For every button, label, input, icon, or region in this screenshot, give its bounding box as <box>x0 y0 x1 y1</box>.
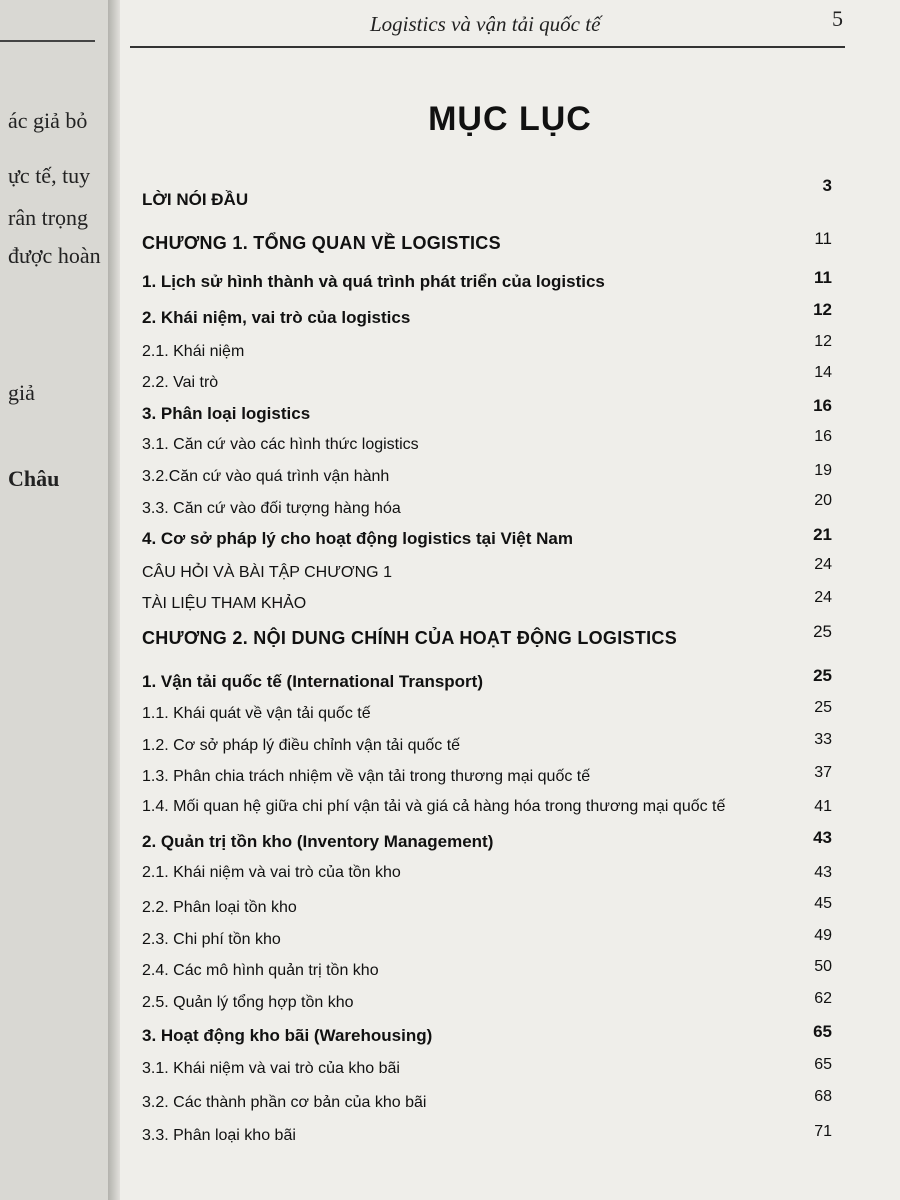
toc-entry-page: 25 <box>813 622 832 641</box>
toc-entry-page: 11 <box>814 268 832 287</box>
header-rule <box>130 46 845 48</box>
toc-entry-text: 3. Phân loại logistics <box>142 404 311 423</box>
toc-entry-text: LỜI NÓI ĐẦU <box>142 190 249 209</box>
toc-entry-text: 2. Quản trị tồn kho (Inventory Management) <box>142 832 494 851</box>
toc-entry-page: 12 <box>814 333 832 350</box>
toc-entry-page: 12 <box>813 300 832 319</box>
toc-entry-text: 3.2.Căn cứ vào quá trình vận hành <box>142 468 390 485</box>
left-page-fragment: rân trọng <box>8 205 89 230</box>
toc-entry-text: 2.4. Các mô hình quản trị tồn kho <box>142 962 379 979</box>
left-page-fragment: được hoàn <box>8 243 101 268</box>
toc-entry-text: CÂU HỎI VÀ BÀI TẬP CHƯƠNG 1 <box>142 564 392 581</box>
toc-entry-page: 50 <box>814 958 832 975</box>
running-head: Logistics và vận tải quốc tế <box>370 12 601 36</box>
toc-entry-text: 2.5. Quản lý tổng hợp tồn kho <box>142 994 354 1011</box>
toc-entry-page: 3 <box>822 176 832 195</box>
toc-entry-text: 1.1. Khái quát về vận tải quốc tế <box>142 705 371 722</box>
toc-entry-page: 25 <box>814 699 832 716</box>
toc-entry-text: CHƯƠNG 2. NỘI DUNG CHÍNH CỦA HOẠT ĐỘNG LOGISTICS <box>142 628 678 648</box>
toc-entry-page: 49 <box>814 927 832 944</box>
toc-entry-page: 68 <box>814 1088 832 1105</box>
toc-entry-page: 33 <box>814 731 832 748</box>
left-page-fragment: Châu <box>8 466 60 491</box>
toc-entry-text: CHƯƠNG 1. TỔNG QUAN VỀ LOGISTICS <box>142 233 501 253</box>
toc-entry-text: TÀI LIỆU THAM KHẢO <box>142 595 307 612</box>
toc-entry-page: 43 <box>814 864 832 881</box>
toc-entry-page: 24 <box>814 556 832 573</box>
toc-entry-page: 71 <box>814 1123 832 1140</box>
toc-entry-text: 1.3. Phân chia trách nhiệm về vận tải trong thương mại quốc tế <box>142 768 591 785</box>
toc-entry-text: 2.1. Khái niệm <box>142 343 245 360</box>
toc-entry-page: 20 <box>814 492 832 509</box>
page-number: 5 <box>832 6 843 31</box>
toc-entry-text: 2.1. Khái niệm và vai trò của tồn kho <box>142 864 401 881</box>
toc-entry-page: 11 <box>814 229 832 248</box>
toc-entry-page: 62 <box>814 990 832 1007</box>
toc-entry-page: 37 <box>814 764 832 781</box>
toc-entry-page: 16 <box>813 396 832 415</box>
toc-entry-text: 3.2. Các thành phần cơ bản của kho bãi <box>142 1094 427 1111</box>
toc-entry-text: 1. Vận tải quốc tế (International Transport) <box>142 672 483 691</box>
toc-entry-page: 43 <box>813 828 832 847</box>
toc-entry-page: 65 <box>814 1056 832 1073</box>
toc-title: MỤC LỤC <box>428 100 592 138</box>
toc-entry-page: 24 <box>814 589 832 606</box>
toc-entry-page: 19 <box>814 462 832 479</box>
toc-entry-text: 1.2. Cơ sở pháp lý điều chỉnh vận tải quốc tế <box>142 737 461 754</box>
left-page-fragment: giả <box>8 380 35 405</box>
toc-entry-page: 41 <box>814 798 832 815</box>
left-facing-page <box>0 0 112 1200</box>
toc-page <box>120 0 900 1200</box>
toc-entry-text: 3.3. Phân loại kho bãi <box>142 1127 296 1144</box>
toc-entry-page: 25 <box>813 666 832 685</box>
toc-entry-page: 14 <box>814 364 832 381</box>
left-page-fragment: ực tế, tuy <box>8 163 91 188</box>
toc-entry-page: 65 <box>813 1022 832 1041</box>
left-page-rule <box>0 40 95 42</box>
toc-entry-text: 3.1. Căn cứ vào các hình thức logistics <box>142 436 419 453</box>
toc-entry-text: 1. Lịch sử hình thành và quá trình phát triển của logistics <box>142 272 605 291</box>
toc-entry-text: 2. Khái niệm, vai trò của logistics <box>142 308 411 327</box>
toc-entry-text: 3. Hoạt động kho bãi (Warehousing) <box>142 1026 433 1045</box>
toc-entry-text: 3.1. Khái niệm và vai trò của kho bãi <box>142 1060 400 1077</box>
toc-entry-text: 4. Cơ sở pháp lý cho hoạt động logistics tại Việt Nam <box>142 529 573 548</box>
toc-entry-text: 2.3. Chi phí tồn kho <box>142 931 281 948</box>
toc-entry-text: 2.2. Phân loại tồn kho <box>142 899 297 916</box>
toc-entry-page: 16 <box>814 428 832 445</box>
toc-entry-page: 21 <box>813 525 832 544</box>
toc-entry-text: 1.4. Mối quan hệ giữa chi phí vận tải và giá cả hàng hóa trong thương mại quốc tế <box>142 798 726 815</box>
toc-entry-text: 3.3. Căn cứ vào đối tượng hàng hóa <box>142 500 401 517</box>
toc-entry-page: 45 <box>814 895 832 912</box>
toc-entry-text: 2.2. Vai trò <box>142 374 219 391</box>
left-page-fragment: ác giả bỏ <box>8 108 88 133</box>
